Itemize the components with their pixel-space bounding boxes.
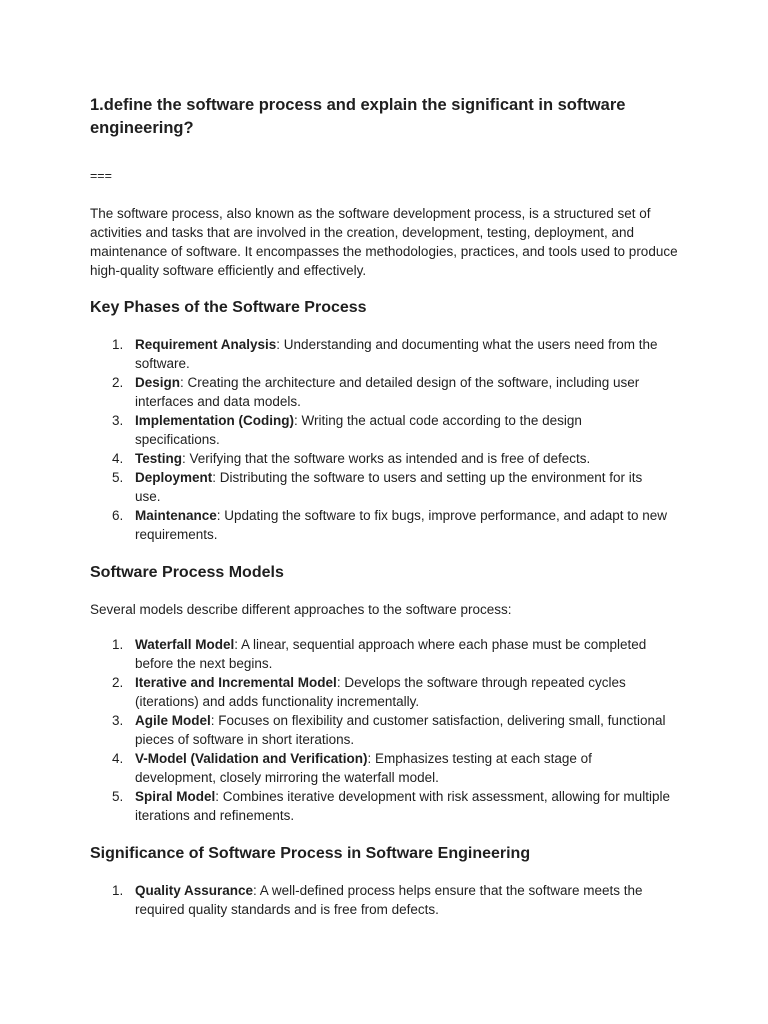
list-item	[90, 411, 670, 449]
list-item-description: : Writing the actual code according to the design specifications.	[135, 413, 582, 447]
list-item	[90, 468, 670, 506]
list-item	[90, 711, 670, 749]
list-item	[90, 881, 670, 919]
list-item-description: : A linear, sequential approach where each phase must be completed before the next begins.	[135, 637, 647, 671]
list-item-description: : A well-defined process helps ensure that the software meets the required quality standards and is free from defects.	[135, 883, 643, 917]
list-item-term: Design	[135, 375, 181, 390]
list-item-term: Maintenance	[135, 508, 217, 523]
list-item-number: 6.	[112, 508, 124, 523]
list-item	[90, 749, 670, 787]
key-phases-list	[90, 335, 678, 544]
list-item-description: : Updating the software to fix bugs, improve performance, and adapt to new requirements.	[135, 508, 668, 542]
list-item-number: 2.	[112, 375, 124, 390]
significance-list	[90, 881, 678, 919]
list-item	[90, 673, 670, 711]
list-item-description: : Develops the software through repeated cycles (iterations) and adds functionality incrementally.	[135, 675, 626, 709]
list-item-term: Quality Assurance	[135, 883, 254, 898]
separator-text: ===	[90, 169, 112, 183]
intro-paragraph: The software process, also known as the software development process, is a structured set of activities and tasks that are involved in the creation, development, testing, deployment, and maintenance of software. It encompasses the methodologies, practices, and tools used to produce high-quality software efficiently and effectively.	[90, 206, 678, 278]
list-item-term: Requirement Analysis	[135, 337, 277, 352]
list-item-description: : Creating the architecture and detailed design of the software, including user interfaces and data models.	[135, 375, 640, 409]
list-item-term: V-Model (Validation and Verification)	[135, 751, 368, 766]
list-item-number: 5.	[112, 789, 124, 804]
list-item-description: : Verifying that the software works as intended and is free of defects.	[182, 451, 591, 466]
list-item	[90, 449, 670, 468]
list-item	[90, 373, 670, 411]
list-item-number: 3.	[112, 413, 124, 428]
list-item-term: Implementation (Coding)	[135, 413, 294, 428]
list-item	[90, 635, 670, 673]
list-item	[90, 335, 670, 373]
list-item-term: Deployment	[135, 470, 213, 485]
list-item-number: 4.	[112, 751, 124, 766]
list-item-term: Testing	[135, 451, 182, 466]
list-item-number: 2.	[112, 675, 124, 690]
document-title: 1.define the software process and explain the significant in software engineering?	[90, 96, 626, 137]
list-item	[90, 787, 670, 825]
process-models-list	[90, 635, 678, 825]
list-item-term: Agile Model	[135, 713, 211, 728]
section-heading-process-models: Software Process Models	[90, 564, 284, 581]
list-item-description: : Understanding and documenting what the users need from the software.	[135, 337, 658, 371]
list-item-number: 1.	[112, 883, 124, 898]
list-item-number: 3.	[112, 713, 124, 728]
list-item-term: Spiral Model	[135, 789, 216, 804]
section-heading-key-phases: Key Phases of the Software Process	[90, 299, 367, 316]
list-item-number: 1.	[112, 337, 124, 352]
list-item-term: Iterative and Incremental Model	[135, 675, 337, 690]
list-item-number: 5.	[112, 470, 124, 485]
list-item-description: : Focuses on flexibility and customer satisfaction, delivering small, functional pieces of software in short iterations.	[135, 713, 666, 747]
list-item-number: 4.	[112, 451, 124, 466]
section-heading-significance: Significance of Software Process in Software Engineering	[90, 845, 531, 862]
list-item-description: : Distributing the software to users and setting up the environment for its use.	[135, 470, 643, 504]
list-item-term: Waterfall Model	[135, 637, 235, 652]
list-item-description: : Combines iterative development with risk assessment, allowing for multiple iterations and refinements.	[135, 789, 670, 823]
list-item-description: : Emphasizes testing at each stage of development, closely mirroring the waterfall model.	[135, 751, 592, 785]
list-item-number: 1.	[112, 637, 124, 652]
list-item	[90, 506, 670, 544]
models-intro-text: Several models describe different approaches to the software process:	[90, 602, 512, 617]
